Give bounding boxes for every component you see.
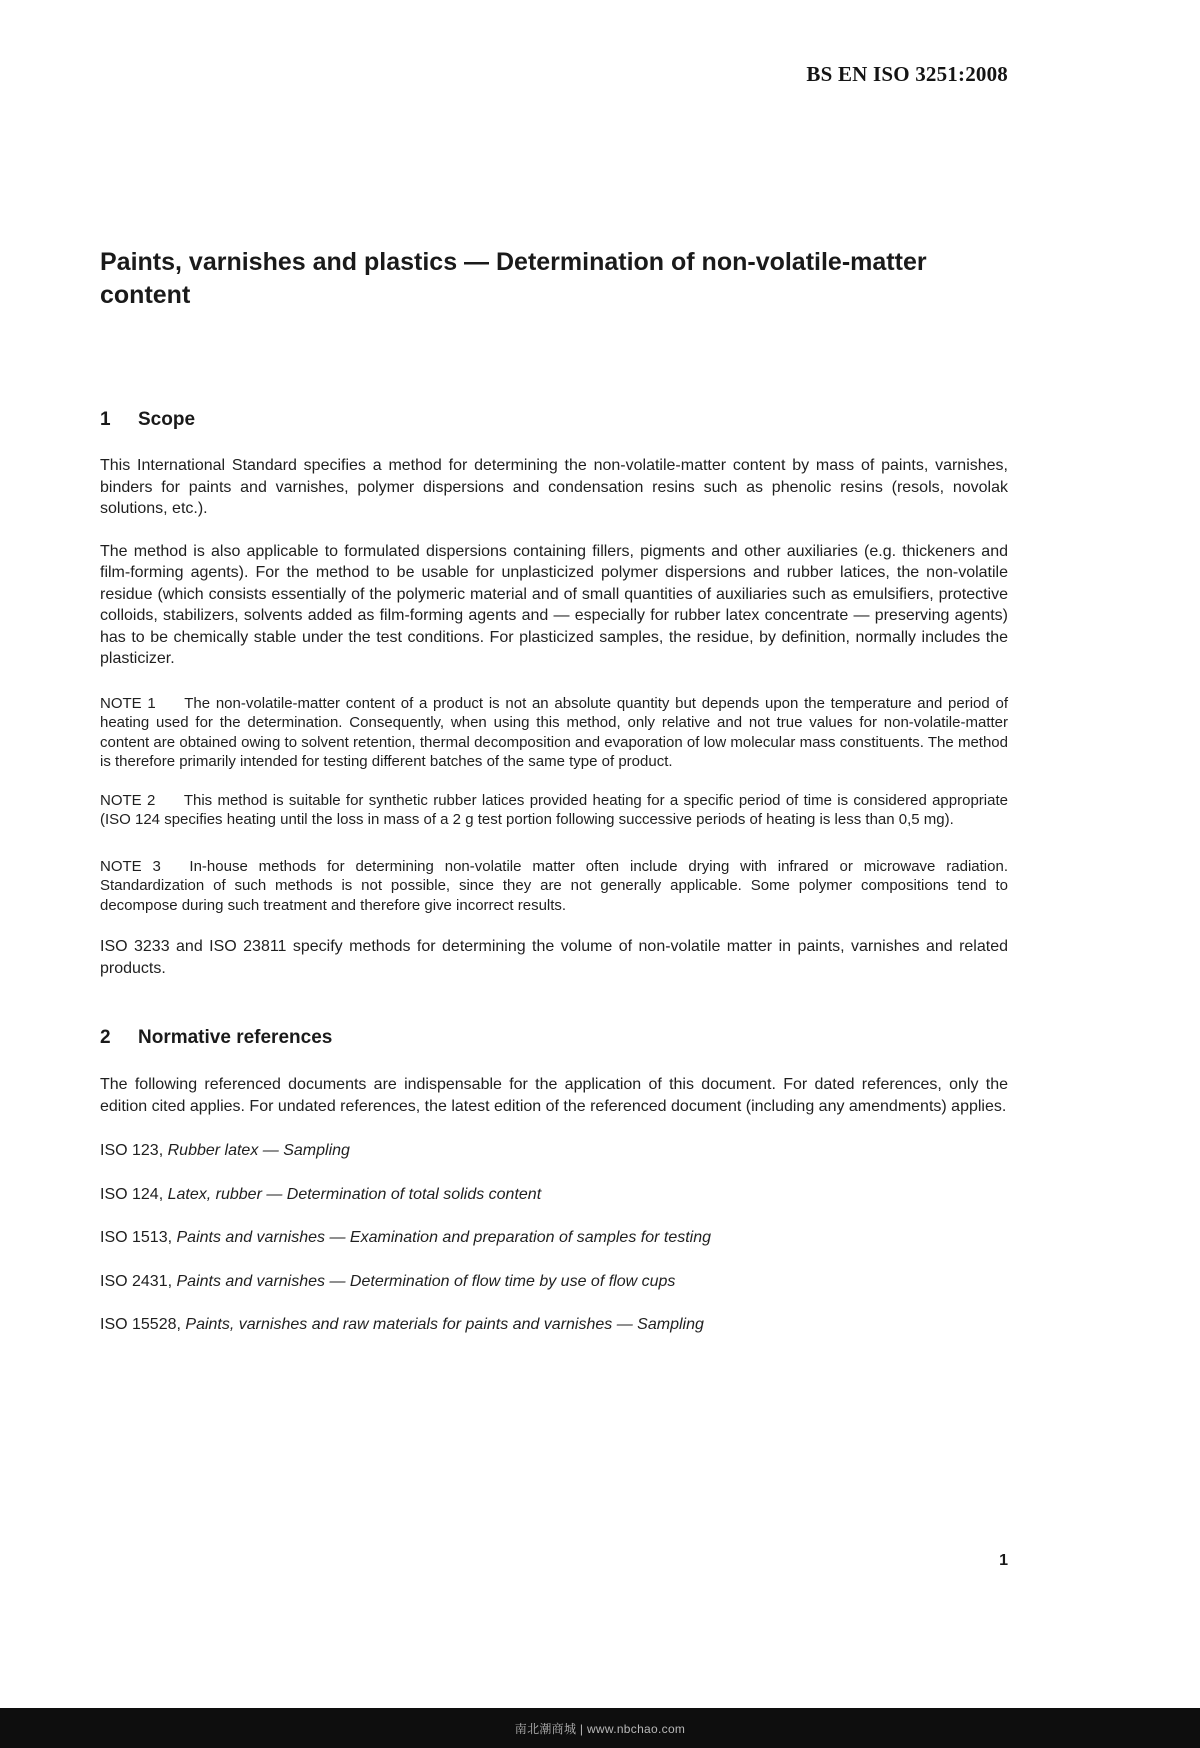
reference-title: Rubber latex — Sampling — [167, 1142, 350, 1159]
scope-note-2 — [100, 791, 1008, 830]
scope-paragraph-1: This International Standard specifies a method for determining the non-volatile-matter content by mass of paints, varnishes, binders for paints and varnishes, polymer dispersions and condensation resins such as phenolic resins (resols, novolak solutions, etc.). — [100, 457, 1008, 517]
scope-note-3 — [100, 857, 1008, 916]
reference-code: ISO 2431, — [100, 1272, 173, 1290]
reference-code: ISO 15528, — [100, 1316, 181, 1333]
note-3-label: NOTE 3 — [100, 857, 161, 875]
section-number-scope: 1 — [100, 409, 111, 430]
page-content — [100, 0, 1008, 1336]
scope-paragraph-2: The method is also applicable to formulated dispersions containing fillers, pigments and other auxiliaries (e.g. thickeners and film-forming agents). For the method to be usable for unplasticized polymer dispersions and rubber latices, the non-volatile residue (which consists essentially of the polymeric material and of small quantities of auxiliaries such as emulsifiers, protective colloids, stabilizers, solvents added as film-forming agents and — especially for rubber latex concentrate — preserving agents) has to be chemically stable under the test conditions. For plasticized samples, the residue, by definition, normally includes the plasticizer. — [100, 542, 1008, 667]
note-2-text: This method is suitable for synthetic rubber latices provided heating for a specific period of time is considered appropriate (ISO 124 specifies heating until the loss in mass of a 2 g test portion following successive periods of heating is less than 0,5 mg). — [100, 791, 1008, 828]
reference-title: Latex, rubber — Determination of total solids content — [167, 1185, 542, 1203]
reference-code: ISO 1513, — [100, 1229, 173, 1246]
section-number-normative: 2 — [100, 1027, 111, 1048]
page-number: 1 — [999, 1552, 1008, 1569]
note-3-text: In-house methods for determining non-volatile matter often include drying with infrared or microwave radiation. Standardization of such methods is not possible, since they are not generally applicable. Some polymer compositions tend to decompose during such treatment and therefore give incorrect results. — [100, 857, 1008, 914]
note-2-label: NOTE 2 — [100, 791, 156, 809]
note-1-text: The non-volatile-matter content of a product is not an absolute quantity but depends upon the temperature and period of heating used for the determination. Consequently, when using this method, only relative and not true values for non-volatile-matter content are obtained owing to solvent retention, thermal decomposition and evaporation of low molecular mass constituents. The method is therefore primarily intended for testing different batches of the same type of product. — [100, 694, 1008, 770]
scope-paragraph-3: ISO 3233 and ISO 23811 specify methods for determining the volume of non-volatile matter in paints, varnishes and related products. — [100, 938, 1008, 977]
standard-reference: BS EN ISO 3251:2008 — [806, 62, 1008, 86]
section-title-normative: Normative references — [138, 1027, 333, 1048]
scope-note-1 — [100, 694, 1008, 772]
reference-item-iso-124 — [100, 1184, 1008, 1206]
normative-intro-paragraph: The following referenced documents are indispensable for the application of this document. For dated references, only the edition cited applies. For undated references, the latest edition of the referenced document (including any amendments) applies. — [100, 1076, 1008, 1115]
section-heading-scope — [100, 408, 1008, 432]
reference-item-iso-123 — [100, 1140, 1008, 1162]
note-1-label: NOTE 1 — [100, 694, 156, 712]
reference-title: Paints and varnishes — Examination and preparation of samples for testing — [176, 1229, 712, 1246]
reference-code: ISO 124, — [100, 1185, 164, 1203]
reference-item-iso-1513 — [100, 1227, 1008, 1249]
reference-title: Paints and varnishes — Determination of flow time by use of flow cups — [176, 1272, 676, 1290]
footer-site-text: 南北潮商城 | www.nbchao.com — [514, 1721, 686, 1736]
reference-item-iso-15528 — [100, 1314, 1008, 1336]
reference-code: ISO 123, — [100, 1142, 164, 1159]
section-title-scope: Scope — [138, 409, 196, 430]
section-heading-normative — [100, 1026, 1008, 1050]
footer-bar — [0, 1708, 1200, 1748]
reference-title: Paints, varnishes and raw materials for paints and varnishes — Sampling — [185, 1316, 704, 1333]
reference-item-iso-2431 — [100, 1271, 1008, 1293]
document-title: Paints, varnishes and plastics — Determination of non-volatile-matter content — [100, 248, 927, 309]
